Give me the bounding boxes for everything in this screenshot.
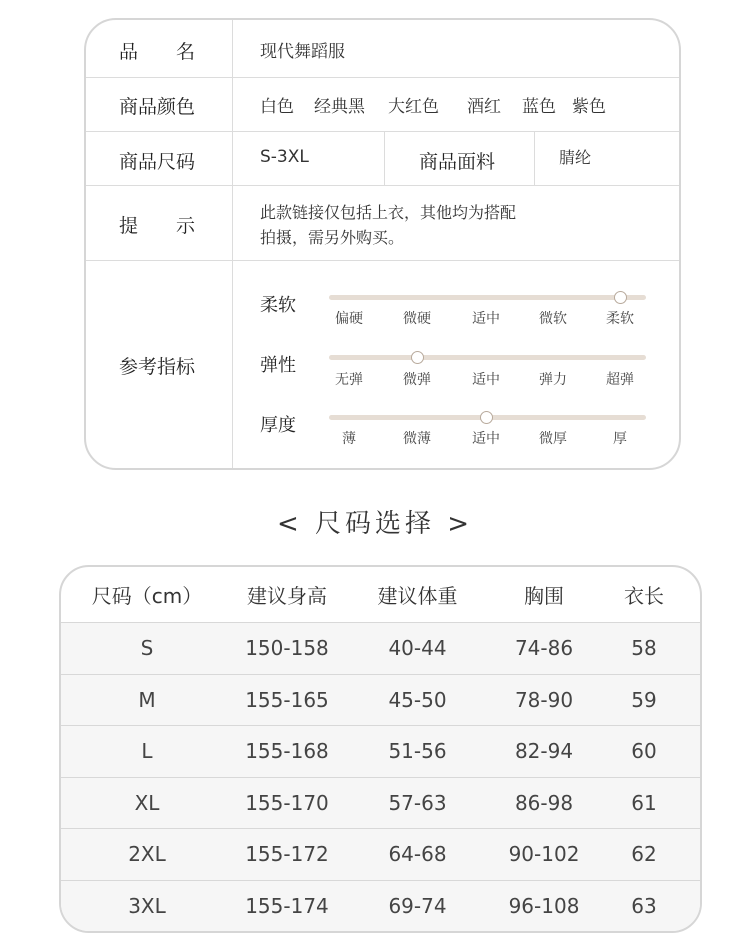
bust-column-header: 胸围 (524, 584, 564, 608)
bust-cell: 90-102 (508, 842, 580, 866)
weight-cell: 69-74 (388, 894, 447, 918)
height-cell: 155-168 (245, 739, 329, 763)
elasticity-indicator-label: 弹性 (260, 355, 296, 376)
color-option: 酒红 (467, 97, 501, 117)
table-row (61, 726, 700, 777)
softness-scale-track (329, 295, 646, 300)
fabric-column-divider (534, 131, 535, 185)
weight-cell: 45-50 (388, 688, 447, 712)
product-name-value: 现代舞蹈服 (260, 42, 345, 62)
thickness-scale-marker (480, 411, 493, 424)
thickness-scale-tick: 厚 (613, 431, 627, 447)
elasticity-scale-tick: 无弹 (335, 372, 363, 388)
elasticity-scale-tick: 弹力 (539, 372, 567, 388)
height-column-header: 建议身高 (247, 584, 327, 608)
length-column-header: 衣长 (624, 584, 664, 608)
reference-indicators-label: 参考指标 (119, 356, 196, 378)
size-chart-table (59, 565, 702, 933)
table-row (61, 829, 700, 880)
size-column-divider (384, 131, 385, 185)
height-cell: 155-172 (245, 842, 329, 866)
thickness-scale-tick: 薄 (342, 431, 356, 447)
thickness-indicator-label: 厚度 (260, 415, 296, 436)
bust-cell: 96-108 (508, 894, 580, 918)
softness-scale-tick: 适中 (472, 311, 500, 327)
table-row (61, 881, 700, 932)
size-cell: S (140, 636, 154, 660)
color-option: 经典黑 (314, 97, 365, 117)
label-column-divider (232, 20, 233, 470)
size-cell: L (141, 739, 153, 763)
weight-cell: 57-63 (388, 791, 447, 815)
product-name-label: 品 名 (119, 41, 196, 63)
length-cell: 63 (631, 894, 657, 918)
size-cell: 3XL (128, 894, 166, 918)
size-label: 商品尺码 (119, 151, 196, 173)
height-cell: 155-170 (245, 791, 329, 815)
table-row (61, 778, 700, 829)
table-row (61, 623, 700, 674)
size-selection-title: < 尺码选择 > (276, 509, 474, 539)
size-column-header: 尺码（cm） (91, 584, 203, 608)
row-divider (86, 77, 681, 78)
height-cell: 150-158 (245, 636, 329, 660)
elasticity-scale-tick: 微弹 (403, 372, 431, 388)
size-range-value: S-3XL (260, 147, 309, 167)
tip-text-line: 此款链接仅包括上衣，其他均为搭配 (260, 203, 517, 222)
elasticity-scale-tick: 适中 (472, 372, 500, 388)
color-option: 大红色 (388, 97, 439, 117)
softness-scale-tick: 柔软 (606, 311, 634, 327)
elasticity-scale-track (329, 355, 646, 360)
bust-cell: 78-90 (514, 688, 574, 712)
softness-scale-tick: 微软 (539, 311, 567, 327)
height-cell: 155-165 (245, 688, 329, 712)
weight-cell: 64-68 (388, 842, 447, 866)
thickness-scale-tick: 适中 (472, 431, 500, 447)
tip-text-line: 拍摄，需另外购买。 (260, 228, 405, 247)
row-divider (86, 260, 681, 261)
thickness-scale-tick: 微薄 (403, 431, 431, 447)
weight-column-header: 建议体重 (377, 584, 458, 608)
softness-scale-tick: 微硬 (403, 311, 431, 327)
color-label: 商品颜色 (119, 96, 196, 118)
fabric-label: 商品面料 (419, 151, 496, 173)
size-cell: 2XL (128, 842, 166, 866)
length-cell: 59 (631, 688, 657, 712)
product-info-card (84, 18, 681, 470)
softness-indicator-label: 柔软 (260, 295, 296, 316)
bust-cell: 82-94 (514, 739, 574, 763)
elasticity-scale-marker (411, 351, 424, 364)
length-cell: 61 (631, 791, 657, 815)
height-cell: 155-174 (245, 894, 329, 918)
color-option: 紫色 (572, 97, 606, 117)
row-divider (86, 185, 681, 186)
color-option: 白色 (260, 97, 294, 117)
weight-cell: 40-44 (388, 636, 447, 660)
length-cell: 58 (631, 636, 657, 660)
softness-scale-marker (614, 291, 627, 304)
size-cell: M (138, 688, 156, 712)
length-cell: 62 (631, 842, 657, 866)
length-cell: 60 (631, 739, 657, 763)
bust-cell: 86-98 (514, 791, 574, 815)
size-cell: XL (134, 791, 160, 815)
thickness-scale-tick: 微厚 (539, 431, 567, 447)
elasticity-scale-tick: 超弹 (606, 372, 634, 388)
softness-scale-tick: 偏硬 (335, 311, 363, 327)
table-row (61, 675, 700, 726)
color-option: 蓝色 (522, 97, 556, 117)
weight-cell: 51-56 (388, 739, 447, 763)
bust-cell: 74-86 (514, 636, 574, 660)
tip-label: 提 示 (119, 215, 196, 237)
fabric-value: 腈纶 (559, 148, 592, 167)
